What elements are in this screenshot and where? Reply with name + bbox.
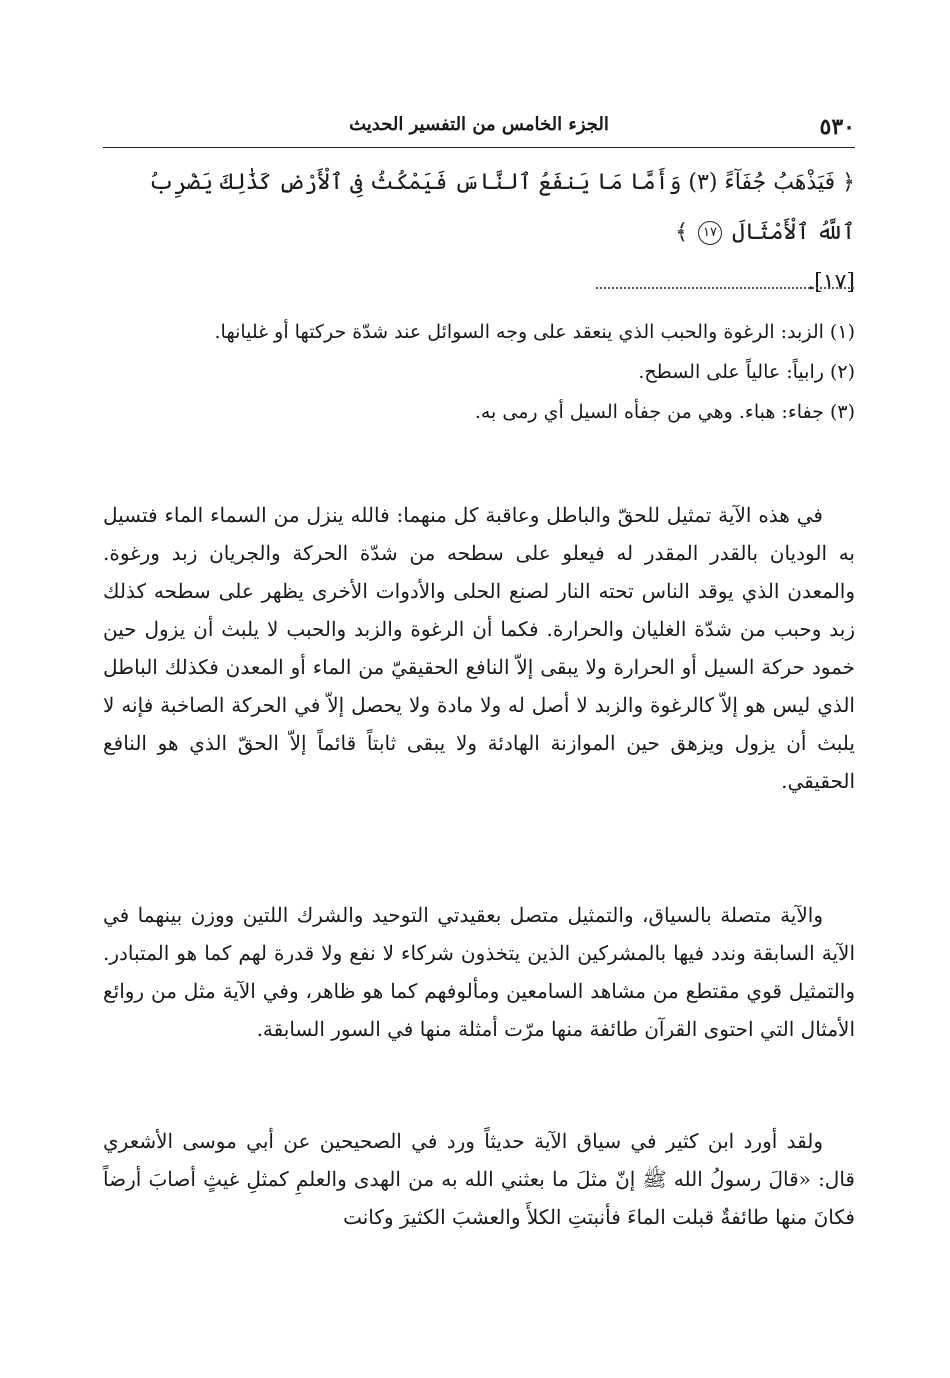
page-header bbox=[103, 108, 855, 144]
footnotes bbox=[103, 312, 855, 432]
paragraph-text: ولقد أورد ابن كثير في سياق الآية حديثاً ورد في الصحيحين عن أبي موسى الأشعري قال: «قالَ رسولُ الله ﷺ إنّ مثلَ ما بعثني الله به من الهدى والعلمِ كمثلِ غيثٍ أصابَ أرضاً فكانَ منها طائفةٌ قبلت الماءَ فأنبتتِ الكلأَ والعشبَ الكثيرَ وكانت bbox=[103, 1129, 855, 1229]
verse-text: فَيَذْهَبُ جُفَآءً (٣) وَأَمَّا مَا يَنفَعُ ٱلنَّاسَ فَيَمْكُثُ فِى ٱلْأَرْضِ كَذَٰلِكَ يَضْرِبُ ٱللَّهُ ٱلْأَمْثَالَ bbox=[148, 170, 855, 245]
quran-verse bbox=[103, 158, 855, 308]
page-number: ٥٣٠ bbox=[819, 114, 855, 140]
footnote-1: (١) الزبد: الرغوة والحبب الذي ينعقد على وجه السوائل عند شدّة حركتها أو غليانها. bbox=[214, 321, 855, 343]
paragraph-text: والآية متصلة بالسياق، والتمثيل متصل بعقيدتي التوحيد والشرك اللتين ووزن بينهما في الآية السابقة وندد فيها بالمشركين الذين يتخذون شركاء لا نفع ولا قدرة لهم كما هو المتبادر. والتمثيل قوي مقتطع من مشاهد السامعين ومألوفهم كما هو ظاهر، وفي الآية مثل من روائع الأمثال التي احتوى القرآن طائفة منها مرّت أمثلة منها في السور السابقة. bbox=[103, 903, 855, 1041]
body-paragraph-2 bbox=[103, 896, 855, 1048]
footnote-3: (٣) جفاء: هباء. وهي من جفأه السيل أي رمى به. bbox=[474, 401, 855, 423]
running-title: الجزء الخامس من التفسير الحديث bbox=[349, 114, 609, 135]
verse-reference: [١٧]. bbox=[807, 270, 855, 295]
paragraph-text: في هذه الآية تمثيل للحقّ والباطل وعاقبة كل منهما: فالله ينزل من السماء الماء فتسيل به الوديان بالقدر المقدر له فيعلو على سطحه من شدّة الحركة والجريان زبد ورغوة. والمعدن الذي يوقد الناس تحته النار لصنع الحلى والأدوات الأخرى يظهر على سطحه كذلك زبد وحبب من شدّة الغليان والحرارة. فكما أن الرغوة والزبد والحبب لا يلبث أن يزول حين خمود حركة السيل أو الحرارة ولا يبقى إلاّ النافع الحقيقيّ من الماء أو المعدن فكذلك الباطل الذي ليس هو إلاّ كالرغوة والزبد لا أصل له ولا مادة ولا يحصل إلاّ في الحركة الصاخبة فإنه لا يلبث أن يزول ويزهق حين الموازنة الهادئة ولا يبقى ثابتاً قائماً إلاّ الحقّ الذي هو النافع الحقيقي. bbox=[103, 503, 855, 793]
footnote-2: (٢) رابياً: عالياً على السطح. bbox=[638, 361, 855, 383]
footnote-separator bbox=[596, 287, 854, 289]
body-paragraph-3 bbox=[103, 1122, 855, 1236]
verse-open-brace: ﴿ bbox=[842, 170, 855, 195]
verse-close-brace: ﴾ bbox=[675, 220, 688, 245]
header-rule bbox=[103, 147, 855, 148]
ayah-number-marker: ١٧ bbox=[698, 221, 722, 245]
body-paragraph-1 bbox=[103, 496, 855, 800]
